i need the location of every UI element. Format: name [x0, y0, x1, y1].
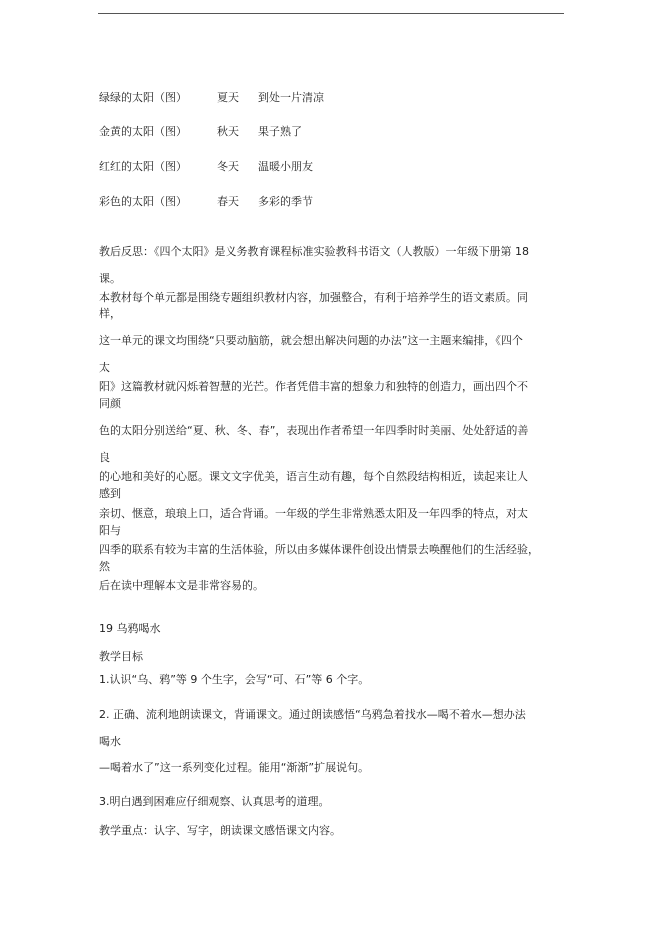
lesson-title: 19 乌鸦喝水 [99, 622, 161, 635]
reflection-line: 课。 [99, 272, 121, 285]
row3-desc: 温暖小朋友 [258, 160, 313, 173]
row3-season: 冬天 [217, 160, 239, 173]
reflection-line: 良 [99, 451, 110, 464]
row1-sun: 绿绿的太阳（图） [99, 91, 187, 104]
reflection-line: 阳与 [99, 524, 121, 537]
header-rule [98, 13, 564, 14]
row3-sun: 红红的太阳（图） [99, 160, 187, 173]
row4-desc: 多彩的季节 [258, 195, 313, 208]
goal-1: 1.认识“乌、鸦”等 9 个生字，会写“可、石”等 6 个字。 [99, 673, 370, 686]
goal-2-line-3: —喝着水了”这一系列变化过程。能用“渐渐”扩展说句。 [99, 761, 370, 774]
goals-heading: 教学目标 [99, 650, 143, 663]
reflection-line: 亲切、惬意，琅琅上口，适合背诵。一年级的学生非常熟悉太阳及一年四季的特点，对太 [99, 507, 528, 520]
reflection-line: 色的太阳分别送给“夏、秋、冬、春”，表现出作者希望一年四季时时美丽、处处舒适的善 [99, 424, 529, 437]
reflection-line: 感到 [99, 487, 121, 500]
goal-2-line-2: 喝水 [99, 735, 121, 748]
reflection-line: 四季的联系有较为丰富的生活体验，所以由多媒体课件创设出情景去唤醒他们的生活经验， [99, 543, 539, 556]
reflection-line: 这一单元的课文均围绕“只要动脑筋，就会想出解决问题的办法”这一主题来编排，《四个 [99, 334, 523, 347]
row1-desc: 到处一片清凉 [258, 91, 324, 104]
reflection-line: 样， [99, 307, 121, 320]
reflection-line: 阳》这篇教材就闪烁着智慧的光芒。作者凭借丰富的想象力和独特的创造力，画出四个不 [99, 380, 528, 393]
row2-sun: 金黄的太阳（图） [99, 125, 187, 138]
reflection-line: 同颜 [99, 397, 121, 410]
reflection-line: 本教材每个单元都是围绕专题组织教材内容，加强整合，有利于培养学生的语文素质。同 [99, 291, 528, 304]
row4-season: 春天 [217, 195, 239, 208]
row4-sun: 彩色的太阳（图） [99, 195, 187, 208]
reflection-line: 后在读中理解本文是非常容易的。 [99, 579, 264, 592]
row2-desc: 果子熟了 [258, 125, 302, 138]
reflection-line: 教后反思：《四个太阳》是义务教育课程标准实验教科书语文（人教版）一年级下册第 18 [99, 245, 529, 258]
reflection-line: 然 [99, 560, 110, 573]
row1-season: 夏天 [217, 91, 239, 104]
reflection-line: 的心地和美好的心愿。课文文字优美，语言生动有趣，每个自然段结构相近，读起来让人 [99, 470, 528, 483]
goal-2-line-1: 2. 正确、流利地朗读课文，背诵课文。通过朗读感悟“乌鸦急着找水—喝不着水—想办法 [99, 708, 526, 721]
goal-3: 3.明白遇到困难应仔细观察、认真思考的道理。 [99, 795, 330, 808]
reflection-line: 太 [99, 361, 110, 374]
key-points: 教学重点：认字、写字，朗读课文感悟课文内容。 [99, 824, 341, 837]
row2-season: 秋天 [217, 125, 239, 138]
